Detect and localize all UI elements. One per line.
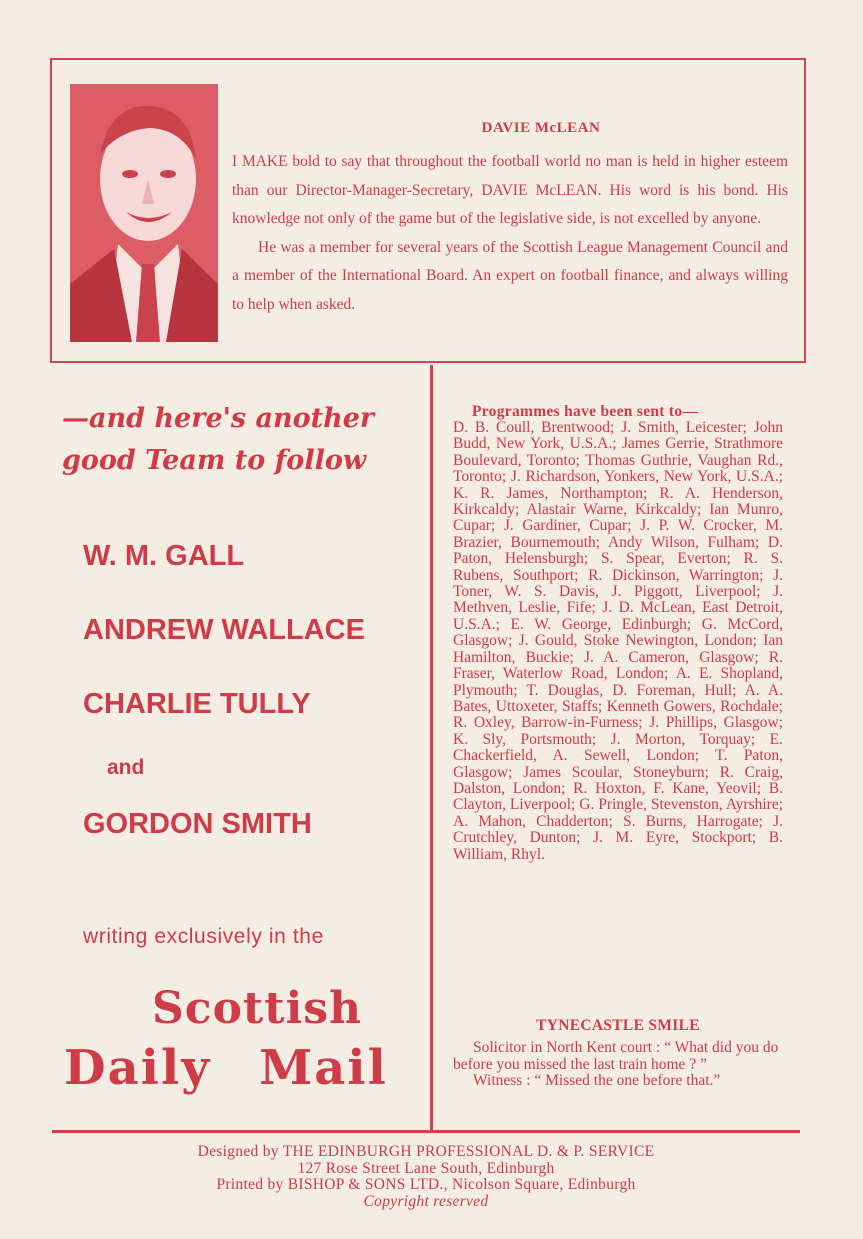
footer-divider (52, 1130, 800, 1133)
bio-paragraph-1: I MAKE bold to say that throughout the football world no man is held in higher esteem than our Director-Manager-Secretary, DAVIE McLEAN. His word is his bond. His knowledge not only of the game but of the legislative side, is not excelled by anyone. (232, 153, 788, 227)
footer-line-3: Printed by BISHOP & SONS LTD., Nicolson Square, Edinburgh (216, 1176, 636, 1193)
writers-and: and (107, 756, 145, 779)
column-divider (430, 365, 433, 1130)
bio-title: DAVIE McLEAN (481, 120, 601, 136)
masthead-daily: Daily (64, 1040, 212, 1096)
bio-paragraph-2: He was a member for several years of the Scottish League Management Council and a member of the International Board. An expert on football finance, and always willing to help when asked. (232, 238, 788, 313)
writer-name: ANDREW WALLACE (83, 614, 365, 646)
footer-line-1: Designed by THE EDINBURGH PROFESSIONAL D. & P. SERVICE (197, 1143, 655, 1160)
smile-line-1: Solicitor in North Kent court : “ What did you do before you missed the last train home ? ” (453, 1039, 779, 1073)
writing-exclusively: writing exclusively in the (83, 925, 324, 948)
masthead-mail: Mail (259, 1040, 388, 1096)
masthead-scottish: Scottish (152, 983, 363, 1034)
masthead-daily-mail (64, 1040, 388, 1096)
promo-tagline (62, 398, 422, 482)
tagline-line-1: —and here's another (62, 403, 375, 434)
writer-name: GORDON SMITH (83, 808, 312, 840)
footer-credits (52, 1144, 800, 1210)
bio-text (232, 148, 788, 319)
smile-title: TYNECASTLE SMILE (536, 1017, 700, 1034)
programmes-heading: Programmes have been sent to— (472, 403, 699, 420)
smile-line-2: Witness : “ Missed the one before that.” (473, 1072, 721, 1089)
writer-name: CHARLIE TULLY (83, 688, 311, 720)
footer-copyright: Copyright reserved (363, 1192, 489, 1210)
writer-name: W. M. GALL (83, 540, 245, 572)
footer-line-2: 127 Rose Street Lane South, Edinburgh (297, 1159, 555, 1177)
smile-joke (453, 1040, 783, 1090)
tagline-line-2: good Team to follow (62, 445, 367, 476)
programmes-recipient-list: D. B. Coull, Brentwood; J. Smith, Leicester; John Budd, New York, U.S.A.; James Gerrie, Strathmore Boulevard, Toronto; Thomas Guthrie, Vaughan Rd., Toronto; J. Richardson, Yonkers, New York, U.S.A.; K. R. James, Northampton; R. A. Henderson, Kirkcaldy; Alastair Warne, Kirkcaldy; Ian Munro, Cupar; J. Gardiner, Cupar; J. P. W. Crocker, M. Brazier, Bournemouth; Andy Wilson, Fulham; D. Paton, Helensburgh; S. Spear, Everton; R. S. Rubens, Southport; R. Dickinson, Warrington; J. Toner, W. S. Davis, J. Piggott, Liverpool; J. Methven, Leslie, Fife; J. D. McLean, East Detroit, U.S.A.; E. W. George, Edinburgh; G. McCord, Glasgow; J. Gould, Stoke Newington, London; Ian Hamilton, Buckie; J. A. Cameron, Glasgow; R. Fraser, Waterlow Road, London; A. E. Shopland, Plymouth; T. Douglas, D. Foreman, Hull; A. A. Bates, Uttoxeter, Staffs; Kenneth Gowers, Rochdale; R. Oxley, Barrow-in-Furness; J. Phillips, Glasgow; K. Sly, Portsmouth; J. Morton, Torquay; E. Chackerfield, A. Sewell, London; T. Paton, Glasgow; James Scoular, Stoneyburn; R. Craig, Dalston, London; R. Hoxton, F. Kane, Yeovil; B. Clayton, Liverpool; G. Pringle, Stevenston, Ayrshire; A. Mahon, Chadderton; S. Burns, Harrogate; J. Crutchley, Dunton; J. M. Eyre, Stockport; B. William, Rhyl. (453, 419, 783, 863)
manager-bio-box (50, 58, 806, 363)
portrait-photo (70, 84, 218, 342)
